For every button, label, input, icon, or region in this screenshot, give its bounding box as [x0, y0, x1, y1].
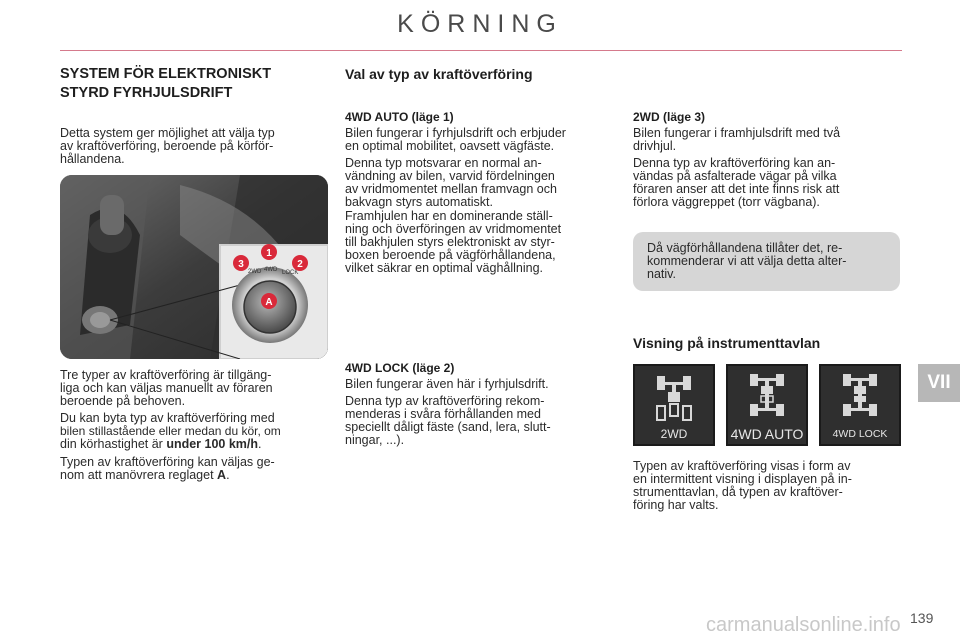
text-line: liga och kan väljas manuellt av föraren [60, 381, 273, 395]
knob-label-lock: LOCK [282, 270, 299, 276]
text-fragment: din körhastighet är [60, 437, 167, 451]
page-title: KÖRNING [397, 10, 563, 38]
section-title-line-2: STYRD FYRHJULSDRIFT [60, 85, 233, 101]
drivetrain-2wd-icon [633, 364, 715, 446]
display-paragraph [633, 460, 901, 512]
text-line: boxen beroende på vägförhållandena, [345, 248, 556, 262]
text-line: Bilen fungerar i fyrhjulsdrift och erbjuder [345, 126, 566, 140]
text-line: beroende på behoven. [60, 394, 186, 408]
2wd-paragraph-1 [633, 127, 901, 153]
text-line: strumenttavlan, då typen av kraftöver- [633, 485, 843, 499]
text-line [60, 469, 328, 482]
text-line: bakvagn styrs automatiskt. [345, 195, 493, 209]
callout-1: 1 [266, 248, 272, 259]
text-line: Du kan byta typ av kraftöverföring med [60, 411, 275, 425]
selector-photo [60, 175, 328, 359]
text-line: föraren anser att det inte finns risk att [633, 182, 840, 196]
text-line: hållandena. [60, 152, 125, 166]
intro-paragraph [60, 127, 328, 166]
text-line: av vridmomentet mellan framvagn och [345, 182, 557, 196]
section-title [60, 65, 330, 103]
text-line: ning och överföringen av vridmomentet [345, 222, 562, 236]
text-line: Bilen fungerar även här i fyrhjulsdrift. [345, 377, 549, 391]
text-line: Denna typ motsvarar en normal an- [345, 156, 542, 170]
control-paragraph [60, 456, 328, 482]
2wd-paragraph-2 [633, 157, 901, 209]
text-line: förlora väggreppet (torr vägbana). [633, 195, 820, 209]
chapter-tab[interactable]: VII [918, 364, 960, 402]
text-line: en optimal mobilitet, oavsett vägfäste. [345, 139, 555, 153]
text-line: föring har valts. [633, 498, 719, 512]
callout-3: 3 [238, 259, 244, 270]
text-line: vändning av bilen, varvid fördelningen [345, 169, 555, 183]
mode-label: 4WD LOCK [832, 428, 888, 440]
text-line: Detta system ger möjlighet att välja typ [60, 126, 275, 140]
text-line: Framhjulen har en dominerande ställ- [345, 209, 553, 223]
callout-2: 2 [297, 259, 303, 270]
modes-paragraph [60, 369, 328, 408]
text-line: Bilen fungerar i framhjulsdrift med två [633, 126, 841, 140]
text-line [60, 438, 328, 451]
text-line: en intermittent visning i displayen på in- [633, 472, 852, 486]
speed-limit: under 100 km/h [166, 437, 259, 451]
drivetrain-4wd-auto-icon [726, 364, 808, 446]
mode-label: 4WD AUTO [730, 426, 804, 442]
selector-illustration [60, 175, 328, 359]
header-divider [60, 50, 902, 51]
text-fragment: . [226, 468, 230, 482]
mode-label: 2WD [660, 427, 688, 441]
auto-paragraph-3 [345, 210, 615, 275]
lock-paragraph-1 [345, 378, 615, 391]
lock-mode-heading: 4WD LOCK (läge 2) [345, 361, 455, 375]
text-line: bilen stillastående eller medan du kör, om [60, 424, 281, 438]
text-line: till bakhjulen styrs elektroniskt av styr- [345, 235, 555, 249]
text-line: drivhjul. [633, 139, 677, 153]
speed-paragraph [60, 412, 328, 451]
knob-label-2wd: 2WD [248, 269, 262, 275]
drivetrain-4wd-lock-icon [819, 364, 901, 446]
callout-a: A [265, 297, 273, 308]
control-reference: A [217, 468, 227, 482]
text-line: speciellt dåligt fäste (sand, lera, slutt- [345, 420, 551, 434]
text-line: Denna typ av kraftöverföring kan an- [633, 156, 836, 170]
text-line: Tre typer av kraftöverföring är tillgäng- [60, 368, 272, 382]
knob-label-4wd: 4WD [264, 267, 278, 273]
watermark: carmanualsonline.info [706, 614, 901, 636]
text-line: vilket säkrar en optimal väghållning. [345, 261, 544, 275]
section-title-line-1: SYSTEM FÖR ELEKTRONISKT [60, 66, 272, 82]
auto-paragraph-1 [345, 127, 615, 153]
middle-section-title: Val av typ av kraftöverföring [345, 66, 533, 82]
text-line: Typen av kraftöverföring kan väljas ge- [60, 455, 275, 469]
auto-mode-heading: 4WD AUTO (läge 1) [345, 110, 454, 124]
text-line: menderas i svåra förhållanden med [345, 407, 541, 421]
lock-paragraph-2 [345, 395, 615, 447]
text-line: av kraftöverföring, beroende på körför- [60, 139, 274, 153]
page-number: 139 [910, 610, 934, 626]
2wd-mode-heading: 2WD (läge 3) [633, 110, 706, 124]
text-line: ningar, ...). [345, 433, 405, 447]
text-line: kommenderar vi att välja detta alter- [647, 254, 847, 268]
recommendation-note [633, 232, 900, 291]
auto-paragraph-2 [345, 157, 615, 209]
text-fragment: nom att manövrera reglaget [60, 468, 218, 482]
text-fragment: . [258, 437, 262, 451]
text-line: vändas på asfalterade vägar på vilka [633, 169, 837, 183]
display-section-title: Visning på instrumenttavlan [633, 335, 821, 351]
text-line: nativ. [647, 267, 676, 281]
text-line: Typen av kraftöverföring visas i form av [633, 459, 851, 473]
text-line: Denna typ av kraftöverföring rekom- [345, 394, 545, 408]
text-line: Då vägförhållandena tillåter det, re- [647, 241, 843, 255]
